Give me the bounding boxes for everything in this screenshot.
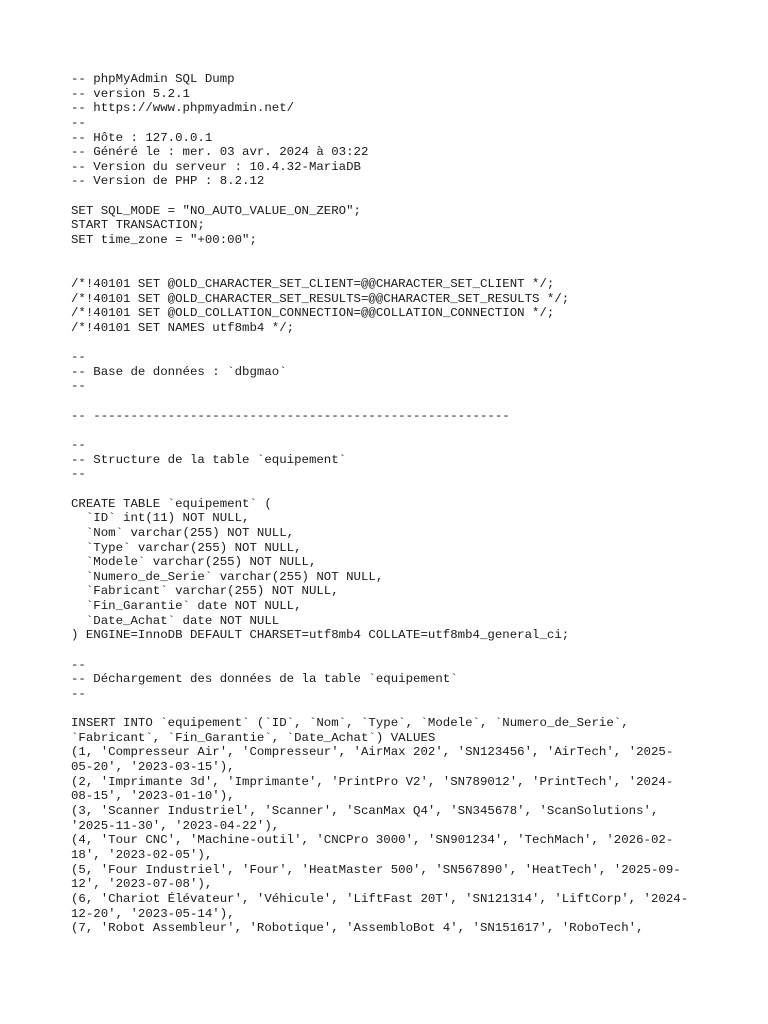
code-line: -- version 5.2.1	[71, 86, 190, 101]
code-line: -- Base de données : `dbgmao`	[71, 364, 287, 379]
code-line: (7, 'Robot Assembleur', 'Robotique', 'AssembloBot 4', 'SN151617', 'RoboTech',	[71, 921, 644, 936]
code-line: --	[71, 467, 86, 482]
code-line: `Fin_Garantie` date NOT NULL,	[71, 599, 302, 614]
code-line: (5, 'Four Industriel', 'Four', 'HeatMaster 500', 'SN567890', 'HeatTech', '2025-09-	[71, 862, 681, 877]
code-line: 18', '2023-02-05'),	[71, 847, 213, 862]
code-line: (4, 'Tour CNC', 'Machine-outil', 'CNCPro 3000', 'SN901234', 'TechMach', '2026-02-	[71, 833, 674, 848]
code-line	[71, 643, 751, 658]
code-line: (2, 'Imprimante 3d', 'Imprimante', 'PrintPro V2', 'SN789012', 'PrintTech', '2024-	[71, 774, 674, 789]
code-line: ) ENGINE=InnoDB DEFAULT CHARSET=utf8mb4 COLLATE=utf8mb4_general_ci;	[71, 628, 570, 643]
code-line: -- https://www.phpmyadmin.net/	[71, 101, 295, 116]
code-line: --	[71, 657, 86, 672]
code-line: --	[71, 115, 86, 130]
code-line: --	[71, 686, 86, 701]
code-line: `Numero_de_Serie` varchar(255) NOT NULL,	[71, 569, 384, 584]
sql-dump-text	[71, 72, 751, 936]
code-line	[71, 482, 751, 497]
code-line: '2025-11-30', '2023-04-22'),	[71, 818, 280, 833]
code-line: -- phpMyAdmin SQL Dump	[71, 72, 235, 86]
code-line: /*!40101 SET @OLD_COLLATION_CONNECTION=@@COLLATION_CONNECTION */;	[71, 306, 555, 321]
code-line: (1, 'Compresseur Air', 'Compresseur', 'AirMax 202', 'SN123456', 'AirTech', '2025-	[71, 745, 674, 760]
code-line: -- Structure de la table `equipement`	[71, 452, 347, 467]
code-line: 05-20', '2023-03-15'),	[71, 760, 235, 775]
code-line	[71, 702, 751, 717]
code-line: `Date_Achat` date NOT NULL	[71, 613, 280, 628]
code-line: CREATE TABLE `equipement` (	[71, 496, 272, 511]
code-line: START TRANSACTION;	[71, 218, 205, 233]
code-line: 12', '2023-07-08'),	[71, 877, 213, 892]
code-line	[71, 262, 751, 277]
code-line	[71, 394, 751, 409]
code-line: `Nom` varchar(255) NOT NULL,	[71, 525, 295, 540]
code-line: /*!40101 SET NAMES utf8mb4 */;	[71, 320, 295, 335]
code-line: SET time_zone = "+00:00";	[71, 233, 257, 248]
code-line: --	[71, 438, 86, 453]
code-line: -- Déchargement des données de la table `equipement`	[71, 672, 458, 687]
code-line: `Type` varchar(255) NOT NULL,	[71, 540, 302, 555]
code-line: /*!40101 SET @OLD_CHARACTER_SET_RESULTS=@@CHARACTER_SET_RESULTS */;	[71, 291, 570, 306]
code-line: 12-20', '2023-05-14'),	[71, 906, 235, 921]
code-line: 08-15', '2023-01-10'),	[71, 789, 235, 804]
code-line	[71, 423, 751, 438]
code-line: -- Version du serveur : 10.4.32-MariaDB	[71, 159, 361, 174]
code-line: SET SQL_MODE = "NO_AUTO_VALUE_ON_ZERO";	[71, 203, 361, 218]
code-line: -- Généré le : mer. 03 avr. 2024 à 03:22	[71, 145, 369, 160]
code-line: --	[71, 350, 86, 365]
code-line: (6, 'Chariot Élévateur', 'Véhicule', 'LiftFast 20T', 'SN121314', 'LiftCorp', '2024-	[71, 891, 689, 906]
code-line: --	[71, 379, 86, 394]
code-line: -- Version de PHP : 8.2.12	[71, 174, 265, 189]
code-line: -- --------------------------------------------------------	[71, 408, 510, 423]
code-line	[71, 189, 751, 204]
code-line: /*!40101 SET @OLD_CHARACTER_SET_CLIENT=@@CHARACTER_SET_CLIENT */;	[71, 276, 555, 291]
code-line: INSERT INTO `equipement` (`ID`, `Nom`, `Type`, `Modele`, `Numero_de_Serie`,	[71, 716, 629, 731]
code-line: `Modele` varchar(255) NOT NULL,	[71, 555, 317, 570]
code-line: `Fabricant` varchar(255) NOT NULL,	[71, 584, 339, 599]
code-line: `ID` int(11) NOT NULL,	[71, 511, 250, 526]
code-line	[71, 336, 751, 351]
code-line: `Fabricant`, `Fin_Garantie`, `Date_Achat`) VALUES	[71, 730, 436, 745]
code-line: -- Hôte : 127.0.0.1	[71, 130, 213, 145]
code-line	[71, 248, 751, 263]
code-line: (3, 'Scanner Industriel', 'Scanner', 'ScanMax Q4', 'SN345678', 'ScanSolutions',	[71, 804, 659, 819]
